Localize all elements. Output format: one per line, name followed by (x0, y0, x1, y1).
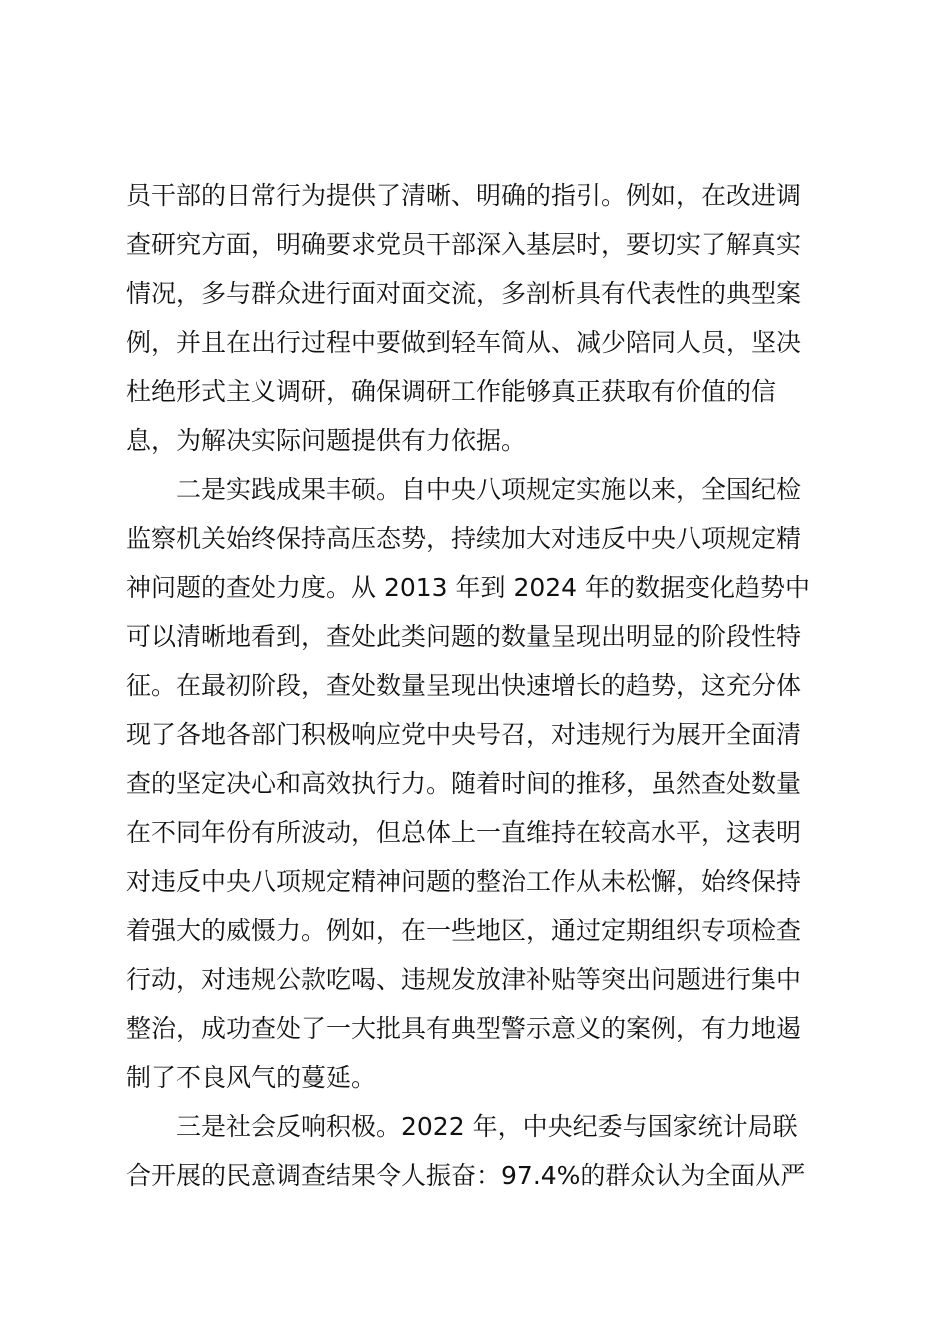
text-line: 合开展的民意调查结果令人振奋：97.4%的群众认为全面从严 (126, 1161, 806, 1190)
text-line: 现了各地各部门积极响应党中央号召，对违规行为展开全面清 (126, 720, 802, 749)
text-line: 可以清晰地看到，查处此类问题的数量呈现出明显的阶段性特 (126, 622, 802, 651)
text-line: 神问题的查处力度。从 2013 年到 2024 年的数据变化趋势中 (126, 573, 811, 602)
text-line: 监察机关始终保持高压态势，持续加大对违反中央八项规定精 (126, 524, 802, 553)
text-line: 查的坚定决心和高效执行力。随着时间的推移，虽然查处数量 (126, 769, 802, 798)
text-line: 情况，多与群众进行面对面交流，多剖析具有代表性的典型案 (126, 279, 802, 308)
text-line: 着强大的威慑力。例如，在一些地区，通过定期组织专项检查 (126, 916, 802, 945)
text-line: 整治，成功查处了一大批具有典型警示意义的案例，有力地遏 (126, 1014, 802, 1043)
text-line: 查研究方面，明确要求党员干部深入基层时，要切实了解真实 (126, 230, 802, 259)
text-line: 对违反中央八项规定精神问题的整治工作从未松懈，始终保持 (126, 867, 802, 896)
text-line: 员干部的日常行为提供了清晰、明确的指引。例如，在改进调 (126, 181, 802, 210)
paragraph-start-line: 二是实践成果丰硕。自中央八项规定实施以来，全国纪检 (176, 475, 802, 504)
body-text (126, 171, 826, 1200)
text-line: 息，为解决实际问题提供有力依据。 (126, 426, 527, 455)
text-line: 在不同年份有所波动，但总体上一直维持在较高水平，这表明 (126, 818, 802, 847)
text-line: 行动，对违规公款吃喝、违规发放津补贴等突出问题进行集中 (126, 965, 802, 994)
text-line: 征。在最初阶段，查处数量呈现出快速增长的趋势，这充分体 (126, 671, 802, 700)
text-line: 制了不良风气的蔓延。 (126, 1063, 377, 1092)
text-line: 杜绝形式主义调研，确保调研工作能够真正获取有价值的信 (126, 377, 777, 406)
text-line: 例，并且在出行过程中要做到轻车简从、减少陪同人员，坚决 (126, 328, 802, 357)
paragraph-start-line: 三是社会反响积极。2022 年，中央纪委与国家统计局联 (176, 1112, 798, 1141)
